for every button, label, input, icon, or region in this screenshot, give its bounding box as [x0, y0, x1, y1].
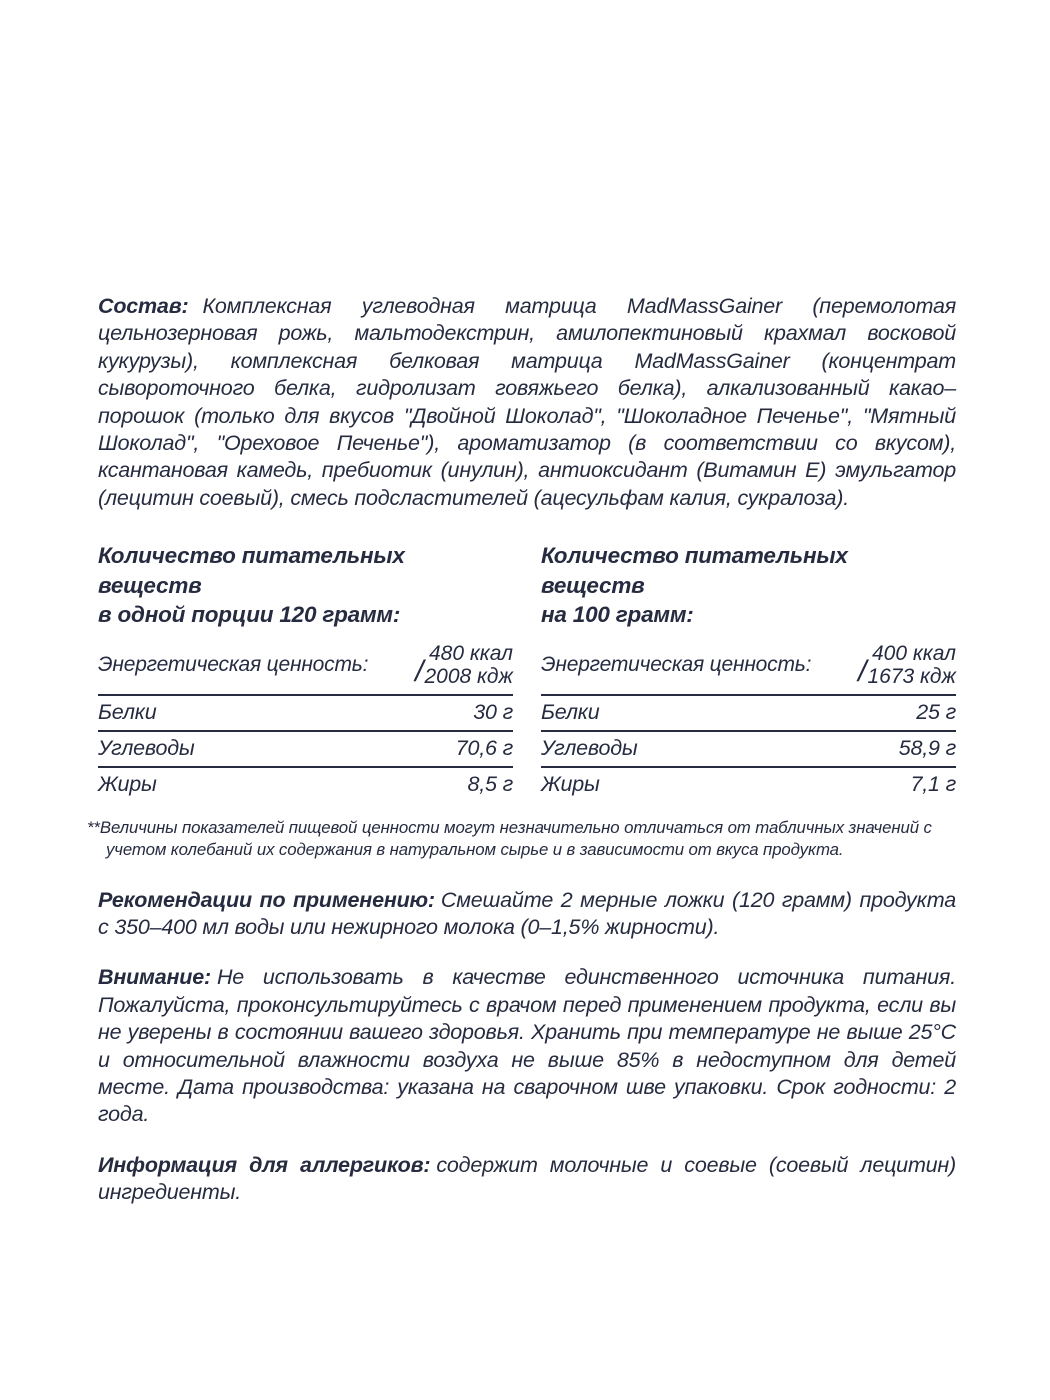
composition-paragraph: [98, 293, 956, 512]
nutrient-label: Белки: [541, 699, 600, 724]
recommendations-paragraph: [98, 887, 956, 942]
energy-value: [858, 642, 956, 688]
energy-label: Энергетическая ценность:: [98, 652, 369, 676]
nutrient-row-protein: [98, 694, 513, 730]
warning-text: Не использовать в качестве единственного источника питания. Пожалуйста, проконсультируйтесь с врачом перед применением продукта, если вы не уверены в состоянии вашего здоровья. Хранить при температуре не выше 25°С и относительной влажности воздуха не выше 85% в недоступном для детей месте. Дата производства: указана на сварочном шве упаковки. Срок годности: 2 года.: [98, 965, 956, 1127]
nutrient-label: Углеводы: [98, 735, 195, 760]
nutrient-row-fat: [541, 766, 956, 802]
table-title-line2: на 100 грамм:: [541, 602, 694, 628]
warning-heading: Внимание:: [98, 965, 211, 990]
slash-glyph: /: [858, 654, 867, 688]
nutrition-tables: [98, 541, 956, 802]
energy-kcal: 480 ккал: [429, 641, 513, 665]
energy-label: Энергетическая ценность:: [541, 652, 812, 676]
slash-glyph: /: [415, 654, 424, 688]
table-title-per-100g: [541, 541, 956, 630]
label-content: [87, 293, 957, 1207]
energy-kcal: 400 ккал: [872, 641, 956, 665]
nutrition-table-per-serving: [98, 541, 513, 802]
composition-text: Комплексная углеводная матрица MadMassGainer (перемолотая цельнозерновая рожь, мальтодекстрин, амилопектиновый крахмал восковой кукурузы), комплексная белковая матрица MadMassGainer (концентрат сывороточного белка, гидролизат говяжьего белка), алкализованный какао–порошок (только для вкусов "Двойной Шоколад", "Шоколадное Печенье", "Мятный Шоколад", "Ореховое Печенье"), ароматизатор (в соответствии со вкусом), ксантановая камедь, пребиотик (инулин), антиоксидант (Витамин Е) эмульгатор (лецитин соевый), смесь подсластителей (ацесульфам калия, сукралоза).: [98, 294, 956, 510]
nutrient-label: Углеводы: [541, 735, 638, 760]
nutrient-value: 8,5 г: [467, 771, 513, 796]
nutrient-value: 30 г: [473, 699, 513, 724]
table-title-line2: в одной порции 120 грамм:: [98, 602, 401, 628]
nutrient-label: Белки: [98, 699, 157, 724]
allergy-text: содержит молочные и соевые (соевый лецитин) ингредиенты.: [98, 1152, 957, 1205]
recommendations-text: Смешайте 2 мерные ложки (120 грамм) продукта с 350–400 мл воды или нежирного молока (0–1,5% жирности).: [98, 887, 957, 939]
nutrient-row-carbs: [541, 730, 956, 766]
allergy-paragraph: [98, 1152, 956, 1207]
table-title-line1: Количество питательных веществ: [98, 543, 405, 598]
nutrient-value: 7,1 г: [910, 771, 956, 796]
energy-row: [541, 640, 956, 694]
energy-value: [415, 642, 513, 688]
nutrient-value: 70,6 г: [455, 735, 513, 760]
nutrient-row-carbs: [98, 730, 513, 766]
nutrient-label: Жиры: [541, 771, 600, 796]
nutrition-footnote: **Величины показателей пищевой ценности могут незначительно отличаться от табличных значений с учетом колебаний их содержания в натуральном сырье и в зависимости от вкуса продукта.: [87, 817, 932, 860]
nutrient-value: 25 г: [916, 699, 956, 724]
composition-heading: Состав:: [98, 294, 189, 318]
table-title-per-serving: [98, 541, 513, 630]
nutrient-row-protein: [541, 694, 956, 730]
recommendations-heading: Рекомендации по применению:: [98, 887, 435, 912]
energy-kj: 2008 кдж: [424, 664, 513, 688]
allergy-heading: Информация для аллергиков:: [98, 1152, 431, 1177]
nutrient-value: 58,9 г: [898, 735, 956, 760]
nutrient-row-fat: [98, 766, 513, 802]
table-title-line1: Количество питательных веществ: [541, 543, 848, 598]
warning-paragraph: [98, 964, 956, 1128]
energy-kj: 1673 кдж: [867, 664, 956, 688]
nutrition-table-per-100g: [541, 541, 956, 802]
energy-row: [98, 640, 513, 694]
nutrient-label: Жиры: [98, 771, 157, 796]
